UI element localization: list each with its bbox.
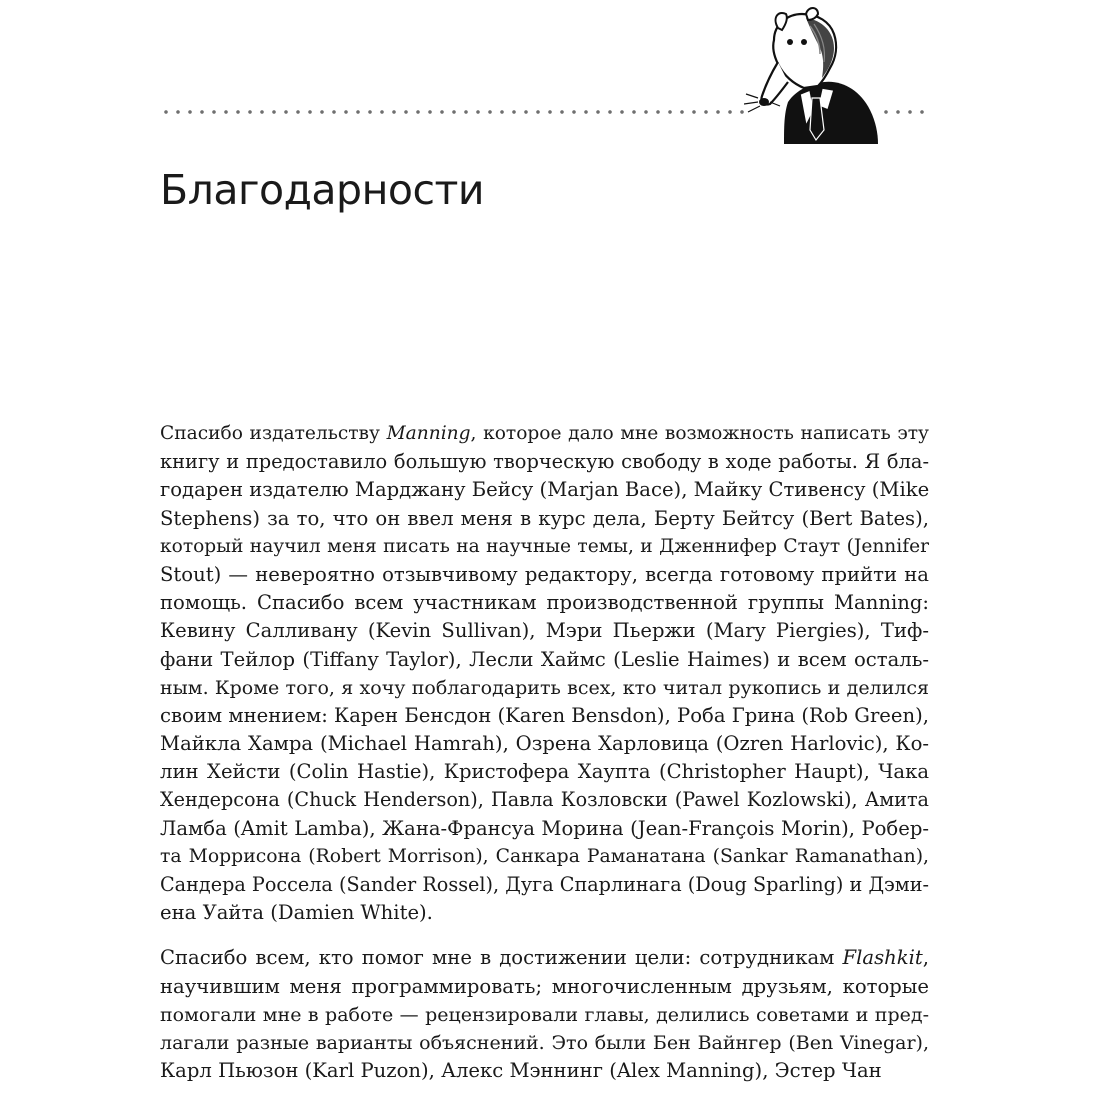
text-line bbox=[160, 1057, 929, 1085]
italic-text-run: Flashkit bbox=[842, 946, 923, 970]
dotted-rule-right bbox=[880, 108, 928, 116]
text-run: Ламба (Amit Lamba), Жана-Франсуа Морина (Jean-François Morin), Робер- bbox=[160, 816, 929, 840]
text-run: ена Уайта (Damien White). bbox=[160, 901, 433, 925]
text-line bbox=[160, 944, 929, 972]
text-line bbox=[160, 617, 929, 645]
text-run: фани Тейлор (Tiffany Taylor), Лесли Хаймс (Leslie Haimes) и всем осталь- bbox=[160, 647, 929, 671]
text-line bbox=[160, 843, 929, 871]
text-line bbox=[160, 730, 929, 758]
text-run: Stout) — невероятно отзывчивому редактору, всегда готовому прийти на bbox=[160, 562, 929, 586]
text-line bbox=[160, 533, 929, 561]
text-line bbox=[160, 815, 929, 843]
text-run: , bbox=[922, 946, 929, 970]
text-line bbox=[160, 589, 929, 617]
text-run: , которое дало мне возможность написать эту bbox=[470, 423, 929, 444]
text-line bbox=[160, 1001, 929, 1029]
text-line bbox=[160, 505, 929, 533]
text-run: лагали разные варианты объяснений. Это были Бен Вайнгер (Ben Vinegar), bbox=[160, 1031, 929, 1054]
text-run: Stephens) за то, что он ввел меня в курс дела, Берту Бейтсу (Bert Bates), bbox=[160, 506, 929, 530]
text-run: Спасибо издательству bbox=[160, 423, 387, 444]
text-line bbox=[160, 758, 929, 786]
text-run: Сандера Россела (Sander Rossel), Дуга Спарлинага (Doug Sparling) и Дэми- bbox=[160, 873, 929, 896]
text-run: годарен издателю Марджану Бейсу (Marjan Bace), Майку Стивенсу (Mike bbox=[160, 478, 930, 502]
body-text bbox=[160, 420, 929, 1102]
chapter-title: Благодарности bbox=[160, 166, 485, 214]
italic-text-run: Manning bbox=[386, 423, 471, 444]
text-run: помощь. Спасибо всем участникам производственной группы Manning: bbox=[160, 591, 929, 615]
text-run: Майкла Хамра (Michael Hamrah), Озрена Харловица (Ozren Harlovic), Ко- bbox=[160, 732, 929, 756]
text-line bbox=[160, 448, 929, 476]
paragraph bbox=[160, 420, 929, 927]
text-run: который научил меня писать на научные темы, и Дженнифер Стаут (Jennifer bbox=[160, 535, 929, 557]
text-run: та Моррисона (Robert Morrison), Санкара Раманатана (Sankar Ramanathan), bbox=[160, 845, 929, 867]
text-line bbox=[160, 1029, 929, 1057]
text-line bbox=[160, 646, 929, 674]
paragraph bbox=[160, 944, 929, 1085]
text-run: своим мнением: Карен Бенсдон (Karen Bensdon), Роба Грина (Rob Green), bbox=[160, 703, 929, 727]
dotted-rule-left bbox=[160, 108, 745, 116]
text-run: Карл Пьюзон (Karl Puzon), Алекс Мэннинг (Alex Manning), Эстер Чан bbox=[160, 1059, 882, 1083]
text-line bbox=[160, 561, 929, 589]
text-run: помогали мне в работе — рецензировали главы, делились советами и пред- bbox=[160, 1003, 929, 1026]
anteater-mascot-illustration bbox=[744, 6, 880, 146]
text-line bbox=[160, 674, 929, 702]
text-line bbox=[160, 702, 929, 730]
text-line bbox=[160, 871, 929, 899]
text-run: Хендерсона (Chuck Henderson), Павла Козловски (Pawel Kozlowski), Амита bbox=[160, 788, 929, 812]
text-run: научившим меня программировать; многочисленным друзьям, которые bbox=[160, 974, 929, 998]
text-run: Кевину Салливану (Kevin Sullivan), Мэри Пьержи (Mary Piergies), Тиф- bbox=[160, 619, 929, 643]
text-line bbox=[160, 973, 929, 1001]
text-line bbox=[160, 899, 929, 927]
text-line bbox=[160, 420, 929, 448]
text-line bbox=[160, 786, 929, 814]
text-run: лин Хейсти (Colin Hastie), Кристофера Хаупта (Christopher Haupt), Чака bbox=[160, 760, 929, 784]
text-run: Спасибо всем, кто помог мне в достижении цели: сотрудникам bbox=[160, 946, 843, 970]
text-run: ным. Кроме того, я хочу поблагодарить всех, кто читал рукопись и делился bbox=[160, 676, 929, 699]
text-run: книгу и предоставило большую творческую свободу в ходе работы. Я бла- bbox=[160, 450, 929, 474]
text-line bbox=[160, 476, 929, 504]
